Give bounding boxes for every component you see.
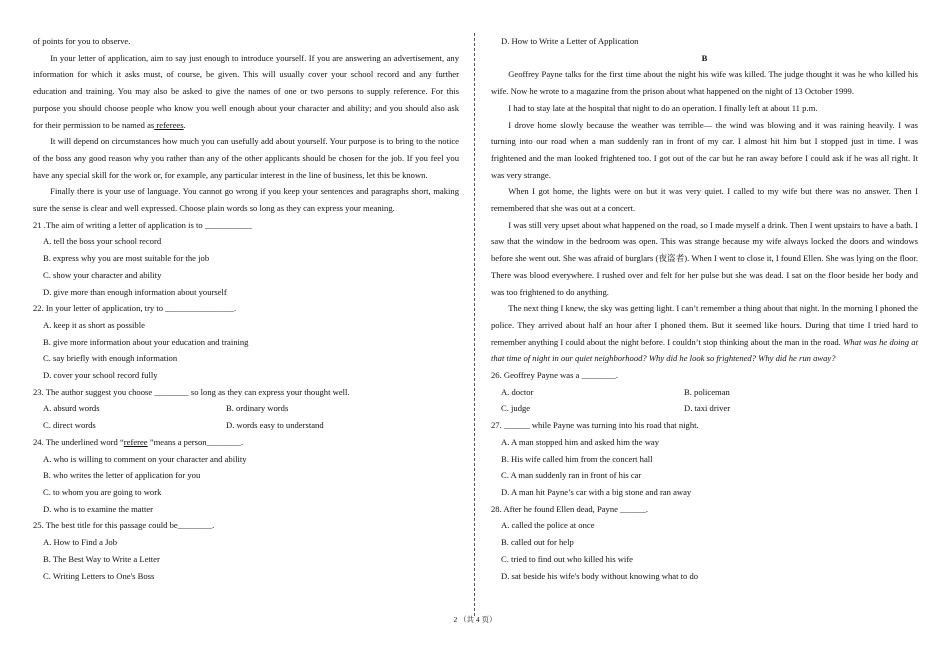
section-heading-b: B xyxy=(701,52,708,63)
question-25: 25. The best title for this passage could be________. xyxy=(33,520,215,531)
option-23b: B. ordinary words xyxy=(226,403,289,414)
question-22: 22. In your letter of application, try to ________________. xyxy=(33,303,237,314)
option-22a: A. keep it as short as possible xyxy=(43,319,145,330)
option-27a: A. A man stopped him and asked him the way xyxy=(501,436,660,447)
passage-a-paragraph-3: It will depend on circumstances how much you can usefully add about yourself. Your purpose is to bring to the notice of the boss any good reason why you rather than any of the other applicants should be chosen for the job. If you feel you have any special skill for the work or, for example, any particular interest in the line of business, let this be known. xyxy=(33,136,459,180)
right-column xyxy=(491,33,918,584)
passage-a-paragraph-2 xyxy=(33,50,459,134)
options-26-row-2 xyxy=(491,400,918,417)
option-24d: D. who is to examine the matter xyxy=(43,503,154,514)
option-26b: B. policeman xyxy=(684,386,730,397)
option-22d: D. cover your school record fully xyxy=(43,370,158,381)
option-21c: C. show your character and ability xyxy=(43,269,162,280)
paragraph-text: In your letter of application, aim to say just enough to introduce yourself. If you are answering an advertisement, any information for which it asks must, of course, be given. This will usually cover your school record and any further education and training. You may also be asked to give the names of one or two persons to supply reference. For this purpose you should choose people who know you well enough about your character and ability; and you should also ask for their permission to be named as xyxy=(33,52,459,130)
option-27c: C. A man suddenly ran in front of his car xyxy=(501,470,642,481)
option-23c: C. direct words xyxy=(43,420,96,431)
question-text: 24. The underlined word “ xyxy=(33,436,124,447)
page-number: 2 （共 4 页） xyxy=(453,615,497,624)
underlined-word-referee: referee xyxy=(123,436,148,447)
option-21d: D. give more than enough information about yourself xyxy=(43,286,227,297)
option-23a: A. absurd words xyxy=(43,403,100,414)
question-27: 27. ______ while Payne was turning into his road that night. xyxy=(491,420,699,431)
question-text: ”means a person________. xyxy=(147,436,244,447)
options-23-row-2 xyxy=(33,417,459,434)
paragraph-text: The next thing I knew, the sky was getting light. I can’t remember a thing about that night. In the morning I phoned the police. They arrived about half an hour after I phoned them. But it seemed like hours. During that time I tried hard to remember anything I could about the night before. I couldn’t stop thinking about the man in the road. xyxy=(491,303,918,347)
option-26a: A. doctor xyxy=(501,386,534,397)
passage-b-paragraph-1: Geoffrey Payne talks for the first time about the night his wife was killed. The judge thought it was he who killed his wife. Now he wrote to a magazine from the prison about what happened on the night of 13 October 1999. xyxy=(491,69,918,97)
option-21a: A. tell the boss your school record xyxy=(43,236,162,247)
underlined-word-referees: referees xyxy=(154,119,184,130)
option-28d: D. sat beside his wife's body without knowing what to do xyxy=(501,570,699,581)
question-24 xyxy=(33,434,459,451)
option-25c: C. Writing Letters to One's Boss xyxy=(43,570,155,581)
passage-b-paragraph-2: I had to stay late at the hospital that night to do an operation. I finally left at about 11 p.m. xyxy=(508,102,818,113)
question-23: 23. The author suggest you choose ________ so long as they can express your thought well. xyxy=(33,386,350,397)
options-26-row-1 xyxy=(491,384,918,401)
passage-b-paragraph-3: I drove home slowly because the weather was terrible— the wind was blowing and it was raining heavily. I was turning into our road when a man suddenly ran in front of my car. I almost hit him but I stopped just in time. I was frightened and the man looked frightened too. I got out of the car but he ran away before I could ask if he was all right. It was very strange. xyxy=(491,119,918,180)
passage-b-paragraph-6 xyxy=(491,300,918,367)
option-27d: D. A man hit Payne’s car with a big stone and ran away xyxy=(501,486,692,497)
options-23-row-1 xyxy=(33,400,459,417)
question-21: 21 .The aim of writing a letter of application is to ___________ xyxy=(33,219,253,230)
italic-questions: What was he doing at that time of night in our quiet neighborhood? Why did he look so frightened? Why did he run away? xyxy=(491,336,918,364)
column-divider xyxy=(474,33,475,616)
option-22b: B. give more information about your education and training xyxy=(43,336,249,347)
option-28b: B. called out for help xyxy=(501,537,574,548)
option-21b: B. express why you are most suitable for the job xyxy=(43,253,210,264)
question-26: 26. Geoffrey Payne was a ________. xyxy=(491,370,619,381)
passage-b-paragraph-4: When I got home, the lights were on but it was very quiet. I called to my wife but there was no answer. Then I remembered that she was out at a concert. xyxy=(491,186,918,214)
option-26d: D. taxi driver xyxy=(684,403,731,414)
option-24b: B. who writes the letter of application for you xyxy=(43,470,201,481)
passage-a-paragraph-1-end: of points for you to observe. xyxy=(33,36,131,46)
option-24c: C. to whom you are going to work xyxy=(43,486,162,497)
option-25a: A. How to Find a Job xyxy=(43,537,118,548)
option-24a: A. who is willing to comment on your character and ability xyxy=(43,453,247,464)
option-25b: B. The Best Way to Write a Letter xyxy=(43,553,160,564)
option-23d: D. words easy to understand xyxy=(226,420,324,431)
question-28: 28. After he found Ellen dead, Payne ______. xyxy=(491,503,649,514)
paragraph-text: . xyxy=(183,119,186,130)
option-28a: A. called the police at once xyxy=(501,520,595,531)
left-column xyxy=(33,33,459,584)
option-27b: B. His wife called him from the concert hall xyxy=(501,453,653,464)
passage-a-paragraph-4: Finally there is your use of language. You cannot go wrong if you keep your sentences and paragraphs short, making sure the sense is clear and well expressed. Choose plain words so long as they can express your meaning. xyxy=(33,186,459,214)
passage-b-paragraph-5: I was still very upset about what happened on the road, so I made myself a drink. Then I went upstairs to have a bath. I saw that the window in the bedroom was open. This was strange because my wife always locked the doors and windows before she went out. She was afraid of burglars (夜盗者). When I went to close it, I found Ellen. She was lying on the floor. There was blood everywhere. I rushed over and felt for her pulse but she was dead. I sat on the floor beside her body and was too frightened to do anything. xyxy=(491,219,918,297)
option-28c: C. tried to find out who killed his wife xyxy=(501,553,633,564)
option-26c: C. judge xyxy=(501,403,531,414)
option-22c: C. say briefly with enough information xyxy=(43,353,178,364)
option-25d: D. How to Write a Letter of Application xyxy=(501,36,639,46)
